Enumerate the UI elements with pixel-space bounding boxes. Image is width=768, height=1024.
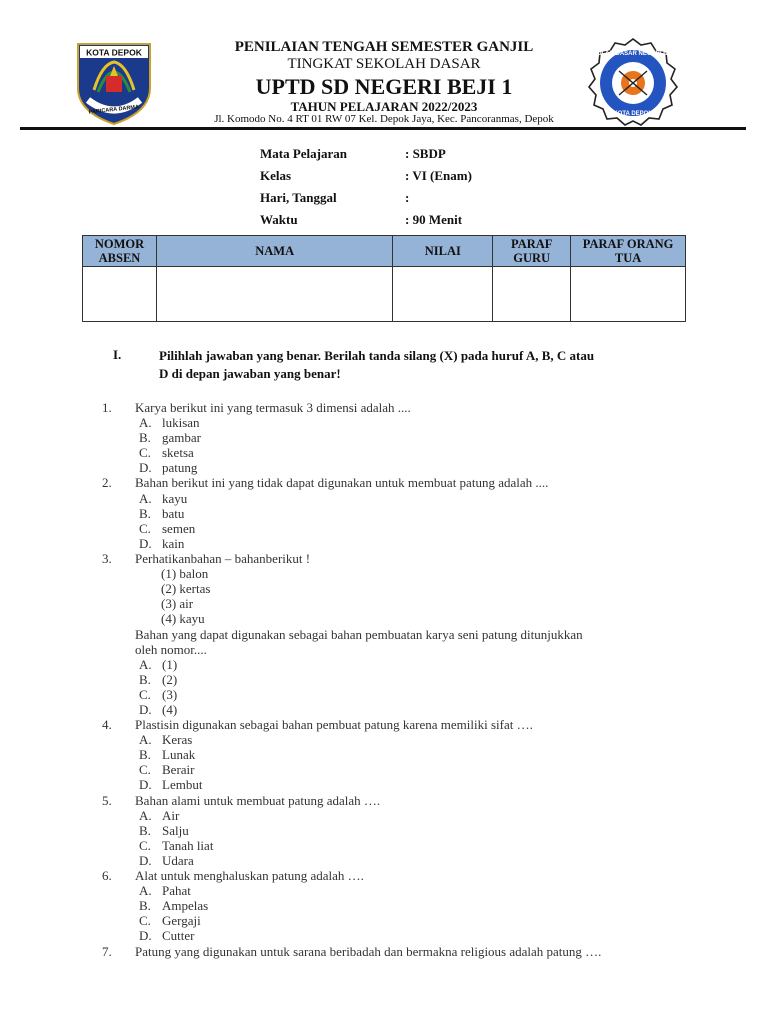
svg-text:SEKOLAH DASAR NEGERI BEJI 1: SEKOLAH DASAR NEGERI BEJI 1 xyxy=(585,51,681,57)
option-letter[interactable]: C. xyxy=(139,445,151,460)
option-letter[interactable]: C. xyxy=(139,521,151,536)
question-number: 5. xyxy=(102,793,112,808)
school-name: UPTD SD NEGERI BEJI 1 xyxy=(255,74,513,99)
option-text: (3) xyxy=(162,687,178,702)
question-number: 2. xyxy=(102,475,112,490)
option-letter[interactable]: B. xyxy=(139,506,151,521)
option-letter[interactable]: B. xyxy=(139,430,151,445)
option-text: (4) xyxy=(162,702,178,717)
nama-cell[interactable] xyxy=(156,267,392,322)
paraf-guru-cell[interactable] xyxy=(493,267,571,322)
question-number: 7. xyxy=(102,944,112,959)
option-text: (1) xyxy=(162,657,178,672)
option-text: kain xyxy=(162,536,185,551)
subject-value: : SBDP xyxy=(405,146,446,161)
instruction-line-1: Pilihlah jawaban yang benar. Berilah tanda silang (X) pada huruf A, B, C atau xyxy=(159,348,595,363)
option-letter[interactable]: A. xyxy=(139,415,152,430)
question-text: Plastisin digunakan sebagai bahan pembuat patung karena memiliki sifat …. xyxy=(135,717,533,732)
date-label: Hari, Tanggal xyxy=(260,190,337,205)
option-text: Cutter xyxy=(162,928,195,943)
paraf-orang-tua-cell[interactable] xyxy=(571,267,686,322)
section-instruction xyxy=(159,347,679,383)
option-text: Salju xyxy=(162,823,189,838)
section-number: I. xyxy=(113,347,122,362)
svg-text:PARICARA DARMA: PARICARA DARMA xyxy=(88,104,140,116)
subject-label: Mata Pelajaran xyxy=(260,146,348,161)
option-letter[interactable]: D. xyxy=(139,702,152,717)
option-letter[interactable]: D. xyxy=(139,460,152,475)
date-value: : xyxy=(405,190,410,205)
option-letter[interactable]: B. xyxy=(139,898,151,913)
option-letter[interactable]: D. xyxy=(139,777,152,792)
option-letter[interactable]: A. xyxy=(139,491,152,506)
option-letter[interactable]: C. xyxy=(139,762,151,777)
class-label: Kelas xyxy=(260,168,292,183)
option-text: Pahat xyxy=(162,883,191,898)
option-letter[interactable]: C. xyxy=(139,838,151,853)
table-header-row xyxy=(83,236,686,267)
option-text: Lembut xyxy=(162,777,203,792)
header-nilai: NILAI xyxy=(393,236,493,267)
option-text: Udara xyxy=(162,853,194,868)
option-text: gambar xyxy=(162,430,201,445)
option-text: Keras xyxy=(162,732,193,747)
option-letter[interactable]: A. xyxy=(139,883,152,898)
svg-text:KOTA DEPOK: KOTA DEPOK xyxy=(613,111,653,117)
student-identity-table xyxy=(82,235,686,322)
academic-year: TAHUN PELAJARAN 2022/2023 xyxy=(290,99,478,114)
question-text-continued: oleh nomor.... xyxy=(135,642,207,657)
question-item: (1) balon xyxy=(161,566,209,581)
option-text: Berair xyxy=(162,762,195,777)
option-text: Ampelas xyxy=(162,898,209,913)
question-text: Perhatikanbahan – bahanberikut ! xyxy=(135,551,311,566)
nomor-absen-cell[interactable] xyxy=(83,267,157,322)
school-level: TINGKAT SEKOLAH DASAR xyxy=(287,56,481,72)
option-text: (2) xyxy=(162,672,178,687)
question-number: 6. xyxy=(102,868,112,883)
option-letter[interactable]: A. xyxy=(139,732,152,747)
nilai-cell[interactable] xyxy=(393,267,493,322)
time-label: Waktu xyxy=(260,212,298,227)
option-text: semen xyxy=(162,521,196,536)
exam-title: PENILAIAN TENGAH SEMESTER GANJIL xyxy=(234,39,534,55)
option-text: batu xyxy=(162,506,185,521)
option-text: lukisan xyxy=(162,415,200,430)
option-letter[interactable]: D. xyxy=(139,928,152,943)
header-paraf-orang-tua: PARAF ORANG TUA xyxy=(571,236,686,267)
svg-text:KOTA DEPOK: KOTA DEPOK xyxy=(86,47,142,58)
class-value: : VI (Enam) xyxy=(405,168,472,183)
option-text: kayu xyxy=(162,491,188,506)
option-text: Lunak xyxy=(162,747,196,762)
option-text: Air xyxy=(162,808,180,823)
option-letter[interactable]: A. xyxy=(139,657,152,672)
option-letter[interactable]: C. xyxy=(139,913,151,928)
question-text: Karya berikut ini yang termasuk 3 dimensi adalah .... xyxy=(135,400,411,415)
header-nomor-absen: NOMOR ABSEN xyxy=(83,236,157,267)
question-text-continued: Bahan yang dapat digunakan sebagai bahan pembuatan karya seni patung ditunjukkan xyxy=(135,627,583,642)
option-letter[interactable]: B. xyxy=(139,672,151,687)
question-number: 3. xyxy=(102,551,112,566)
option-letter[interactable]: D. xyxy=(139,853,152,868)
school-address: Jl. Komodo No. 4 RT 01 RW 07 Kel. Depok Jaya, Kec. Pancoranmas, Depok xyxy=(214,113,554,125)
question-item: (4) kayu xyxy=(161,611,205,626)
option-letter[interactable]: C. xyxy=(139,687,151,702)
question-text: Bahan alami untuk membuat patung adalah …. xyxy=(135,793,381,808)
time-value: : 90 Menit xyxy=(405,212,463,227)
option-letter[interactable]: A. xyxy=(139,808,152,823)
header-nama: NAMA xyxy=(156,236,392,267)
question-item: (2) kertas xyxy=(161,581,211,596)
option-letter[interactable]: B. xyxy=(139,747,151,762)
question-text: Patung yang digunakan untuk sarana beribadah dan bermakna religious adalah patung …. xyxy=(135,944,602,959)
option-text: patung xyxy=(162,460,198,475)
header-divider xyxy=(20,127,746,130)
table-row xyxy=(83,267,686,322)
question-item: (3) air xyxy=(161,596,194,611)
question-number: 1. xyxy=(102,400,112,415)
option-text: sketsa xyxy=(162,445,194,460)
question-text: Bahan berikut ini yang tidak dapat digunakan untuk membuat patung adalah .... xyxy=(135,475,549,490)
instruction-line-2: D di depan jawaban yang benar! xyxy=(159,366,341,381)
option-text: Gergaji xyxy=(162,913,201,928)
question-text: Alat untuk menghaluskan patung adalah …. xyxy=(135,868,364,883)
option-letter[interactable]: D. xyxy=(139,536,152,551)
header-paraf-guru: PARAF GURU xyxy=(493,236,571,267)
question-number: 4. xyxy=(102,717,112,732)
option-letter[interactable]: B. xyxy=(139,823,151,838)
option-text: Tanah liat xyxy=(162,838,214,853)
